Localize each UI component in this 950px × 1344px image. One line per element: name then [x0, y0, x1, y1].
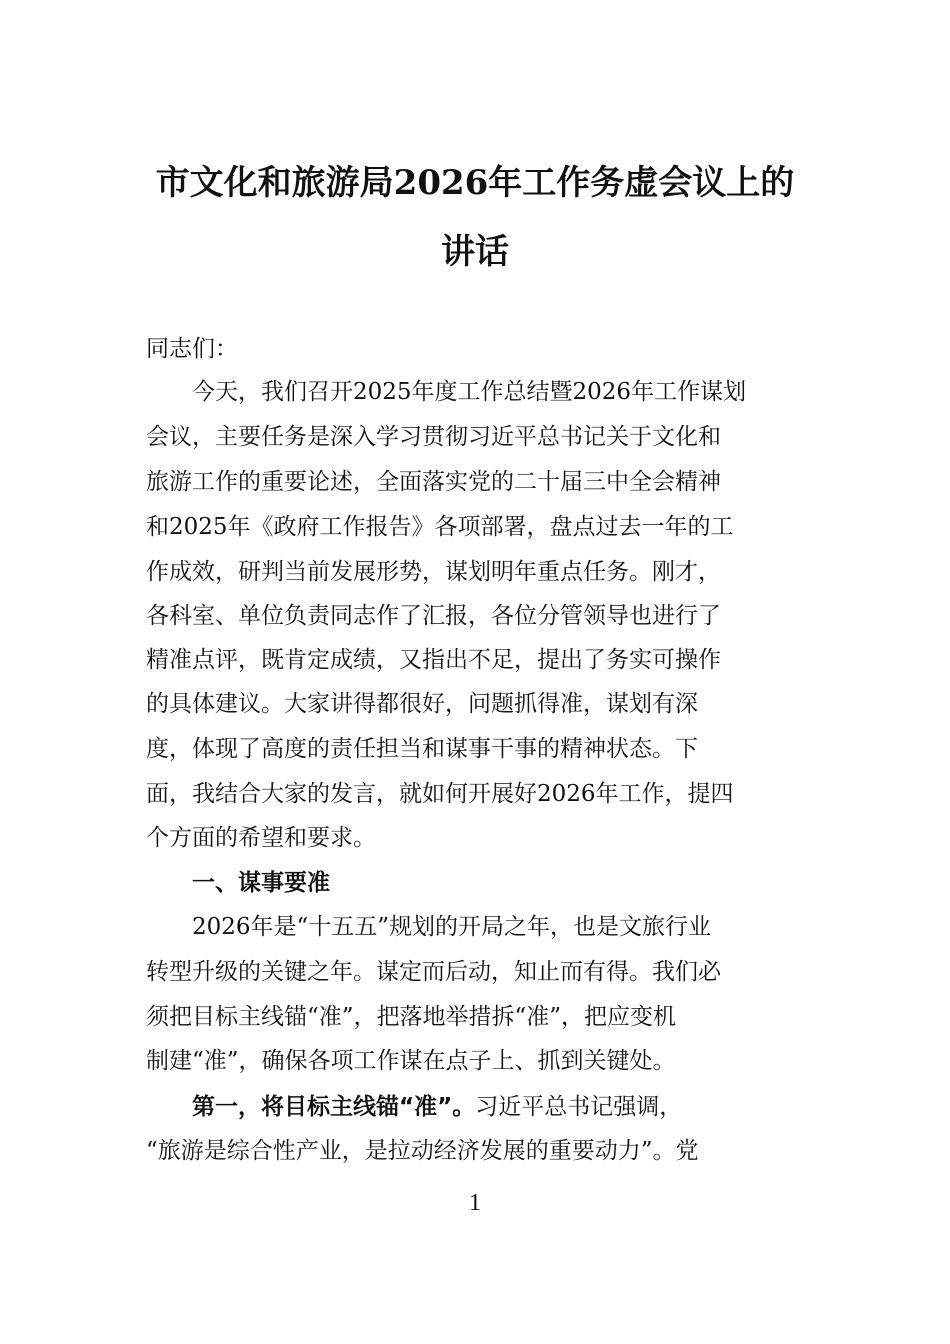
paragraph-2-line: 制建“准”，确保各项工作谋在点子上、抓到关键处。 — [146, 1048, 676, 1074]
salutation: 同志们： — [146, 336, 238, 362]
document-title-line-1: 市文化和旅游局2026年工作务虚会议上的 — [155, 163, 795, 203]
paragraph-1-line: 和2025年《政府工作报告》各项部署，盘点过去一年的工 — [146, 514, 734, 540]
document-title-line-2: 讲话 — [441, 232, 509, 272]
paragraph-1-line: 作成效，研判当前发展形势，谋划明年重点任务。刚才， — [146, 559, 721, 585]
paragraph-1-line: 个方面的希望和要求。 — [146, 825, 376, 851]
paragraph-1-line: 旅游工作的重要论述，全面落实党的二十届三中全会精神 — [146, 469, 721, 495]
paragraph-2-line: 转型升级的关键之年。谋定而后动，知止而有得。我们必 — [146, 959, 721, 985]
paragraph-3-line: “旅游是综合性产业，是拉动经济发展的重要动力”。党 — [146, 1138, 699, 1164]
paragraph-1-line: 的具体建议。大家讲得都很好，问题抓得准，谋划有深 — [146, 691, 698, 717]
paragraph-1-line: 精准点评，既肯定成绩，又指出不足，提出了务实可操作 — [146, 647, 721, 673]
paragraph-3-text: 习近平总书记强调， — [475, 1094, 683, 1120]
paragraph-1-line: 今天，我们召开2025年度工作总结暨2026年工作谋划 — [192, 379, 747, 405]
paragraph-2-line: 须把目标主线锚“准”，把落地举措拆“准”，把应变机 — [146, 1004, 677, 1030]
paragraph-3-line — [192, 1092, 682, 1122]
paragraph-1-line: 面，我结合大家的发言，就如何开展好2026年工作，提四 — [146, 781, 734, 807]
paragraph-1-line: 会议，主要任务是深入学习贯彻习近平总书记关于文化和 — [146, 424, 721, 450]
paragraph-1-line: 度，体现了高度的责任担当和谋事干事的精神状态。下 — [146, 736, 698, 762]
paragraph-2-line: 2026年是“十五五”规划的开局之年，也是文旅行业 — [192, 914, 712, 940]
page-number: 1 — [469, 1190, 481, 1216]
section-heading: 一、谋事要准 — [192, 870, 330, 896]
paragraph-1-line: 各科室、单位负责同志作了汇报，各位分管领导也进行了 — [146, 603, 721, 629]
paragraph-3-lead: 第一，将目标主线锚“准”。 — [192, 1094, 476, 1120]
